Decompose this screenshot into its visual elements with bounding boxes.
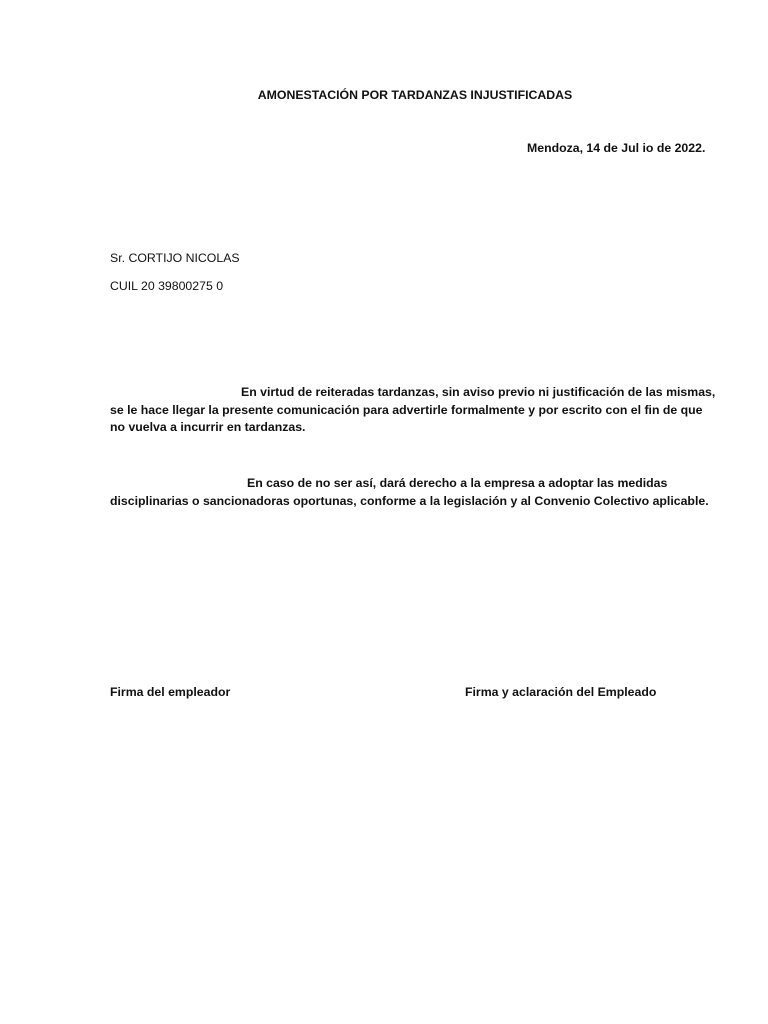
date-line: Mendoza, 14 de Jul io de 2022. (527, 141, 706, 155)
body-paragraph-1: En virtud de reiteradas tardanzas, sin aviso previo ni justificación de las mismas, se le hace llegar la presente comunicación para advertirle formalmente y por escrito con el fin de que no vuelva a incurrir en tardanzas. (110, 385, 716, 434)
body-paragraph-2: En caso de no ser así, dará derecho a la empresa a adoptar las medidas disciplinarias o sancionadoras oportunas, conforme a la legislación y al Convenio Colectivo aplicable. (110, 476, 709, 508)
recipient-name: Sr. CORTIJO NICOLAS (110, 251, 240, 265)
employer-signature-label: Firma del empleador (110, 685, 231, 699)
recipient-cuil: CUIL 20 39800275 0 (110, 279, 224, 293)
employee-signature-label: Firma y aclaración del Empleado (465, 685, 657, 699)
document-title: AMONESTACIÓN POR TARDANZAS INJUSTIFICADAS (257, 88, 573, 102)
